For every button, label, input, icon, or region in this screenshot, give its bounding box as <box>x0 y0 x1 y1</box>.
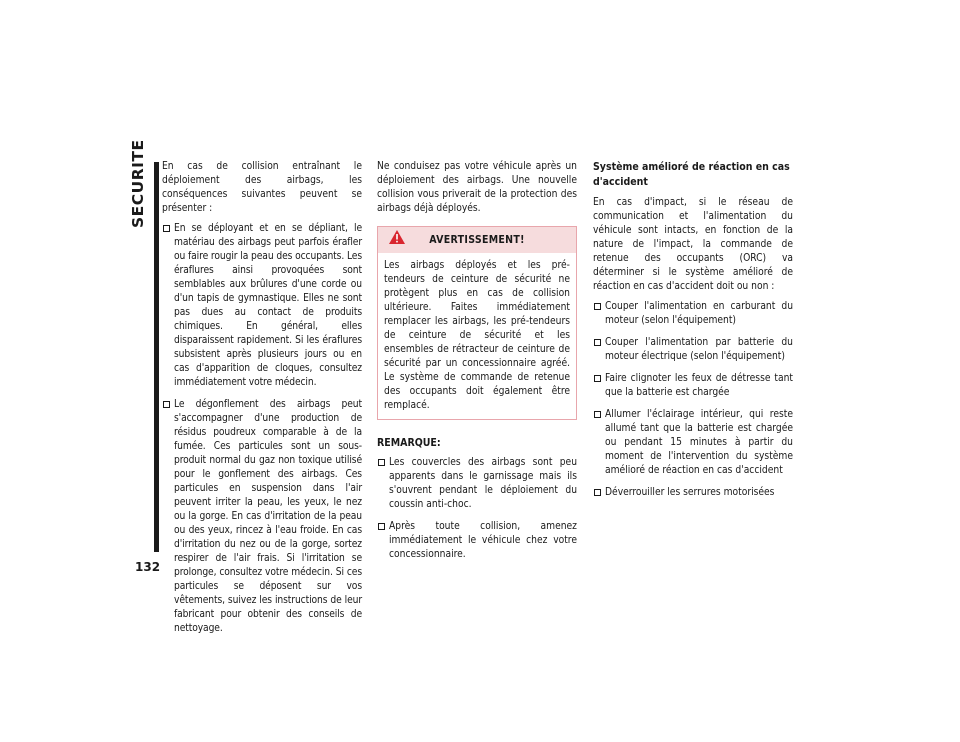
column-2 <box>377 160 577 570</box>
col1-bullet-list <box>162 222 362 636</box>
list-item-text: Allumer l'éclairage intérieur, qui reste allumé tant que la batterie est chargée ou pendant 15 minutes à partir du moment de l'intervention du système amélioré de réaction en cas d'accident <box>605 409 793 476</box>
col2-intro: Ne conduisez pas votre véhicule après un déploiement des airbags. Une nouvelle collision vous priverait de la protection des airbags déjà déployés. <box>377 161 577 214</box>
list-item <box>593 336 793 364</box>
square-bullet-icon <box>163 401 170 408</box>
square-bullet-icon <box>594 489 601 496</box>
page-number: 132 <box>135 560 161 574</box>
list-item-text: Après toute collision, amenez immédiatement le véhicule chez votre concessionnaire. <box>389 521 577 560</box>
list-item <box>377 456 577 512</box>
square-bullet-icon <box>163 225 170 232</box>
list-item <box>162 222 362 390</box>
list-item-text: Déverrouiller les serrures motorisées <box>605 487 775 498</box>
section-bar <box>154 162 159 552</box>
warning-text: Les airbags déployés et les pré-tendeurs de ceinture de sécurité ne protègent plus en cas de collision ultérieure. Faites immédiatement remplacer les airbags, les pré-tendeurs de ceinture de sécurité et les ensembles de rétracteur de ceinture de sécurité par un concessionnaire agréé. Le système de commande de retenue des occupants doit également être remplacé. <box>384 260 570 411</box>
section-title: SECURITE <box>129 139 147 228</box>
list-item-text: Les couvercles des airbags sont peu apparents dans le garnissage mais ils s'ouvrent pendant le déploiement du coussin anti-choc. <box>389 457 577 510</box>
square-bullet-icon <box>594 303 601 310</box>
list-item-text: Le dégonflement des airbags peut s'accompagner d'une production de résidus poudreux comparable à de la fumée. Ces particules sont un sous-produit normal du gaz non toxique utilisé pour le gonflement des airbags. Ces particules en suspension dans l'air peuvent irriter la peau, les yeux, le nez ou la gorge. En cas d'irritation de la peau ou des yeux, rincez à l'eau froide. En cas d'irritation du nez ou de la gorge, sortez respirer de l'air frais. Si l'irritation se prolonge, consultez votre médecin. Si ces particules se déposent sur vos vêtements, suivez les instructions de leur fabricant pour obtenir des conseils de nettoyage. <box>174 399 362 634</box>
list-item <box>593 300 793 328</box>
list-item <box>162 398 362 636</box>
warning-triangle-icon <box>389 230 405 244</box>
list-item <box>593 372 793 400</box>
remark-title: REMARQUE: <box>377 437 441 449</box>
col1-intro: En cas de collision entraînant le déploiement des airbags, les conséquences suivantes peuvent se présenter : <box>162 161 362 214</box>
square-bullet-icon <box>594 375 601 382</box>
list-item <box>377 520 577 562</box>
column-3 <box>593 160 793 508</box>
list-item <box>593 486 793 500</box>
list-item-text: Couper l'alimentation par batterie du moteur électrique (selon l'équipement) <box>605 337 793 362</box>
square-bullet-icon <box>594 339 601 346</box>
square-bullet-icon <box>594 411 601 418</box>
col3-bullet-list <box>593 300 793 500</box>
warning-title: AVERTISSEMENT! <box>429 234 525 246</box>
col3-intro: En cas d'impact, si le réseau de communication et l'alimentation du véhicule sont intacts, en fonction de la nature de l'impact, la commande de retenue des occupants (ORC) va déterminer si le système amélioré de réaction en cas d'accident doit ou non : <box>593 197 793 292</box>
square-bullet-icon <box>378 459 385 466</box>
warning-box <box>377 226 577 420</box>
list-item-text: Faire clignoter les feux de détresse tant que la batterie est chargée <box>605 373 793 398</box>
list-item-text: En se déployant et en se dépliant, le matériau des airbags peut parfois érafler ou faire rougir la peau des occupants. Les éraflures ainsi provoquées sont semblables aux brûlures d'une corde ou d'un tapis de gymnastique. Elles ne sont pas dues au contact de produits chimiques. En général, elles disparaissent rapidement. Si les éraflures subsistent après plusieurs jours ou en cas d'apparition de cloques, consultez immédiatement votre médecin. <box>174 223 362 388</box>
list-item-text: Couper l'alimentation en carburant du moteur (selon l'équipement) <box>605 301 793 326</box>
column-1 <box>162 160 362 644</box>
list-item <box>593 408 793 478</box>
warning-header <box>378 227 576 253</box>
remark-list <box>377 456 577 562</box>
section-heading: Système amélioré de réaction en cas d'accident <box>593 161 790 188</box>
section-tab <box>128 139 162 552</box>
square-bullet-icon <box>378 523 385 530</box>
